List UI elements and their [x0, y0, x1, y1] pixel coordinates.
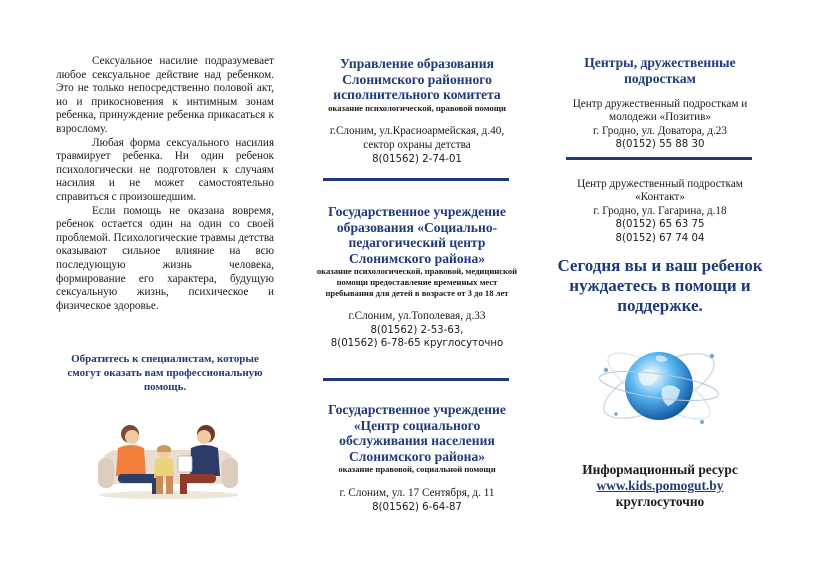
org-education-department [314, 56, 520, 166]
org1-title: Управление образования Слонимского районного исполнительного комитета [333, 56, 501, 103]
org3-phone: 8(01562) 6-64-87 [372, 501, 462, 513]
paragraph-definition: Сексуальное насилие подразумевает любое сексуальное действие над ребенком. Это не только непосредственно половой акт, но и прикосновения к интимным зонам ребенка, принуждение ребенка прикасаться к взрослому. [56, 55, 274, 135]
teen-centers-title: Центры, дружественные подросткам [584, 55, 736, 86]
info-hours: круглосуточно [615, 494, 705, 509]
paragraph-consequences: Если помощь не оказана вовремя, ребенок остается один на один со своей проблемой. Психологические травмы детства оказывают сильное влияние на всю последующую жизнь человека, формирование его характера, будущую сексуальную жизнь, психическое и физическое здоровье. [56, 204, 274, 312]
call-to-action: Обратитесь к специалистам, которые смогут оказать вам профессиональную помощь. [67, 353, 263, 393]
website-link[interactable]: www.kids.pomogut.by [596, 478, 724, 493]
article-text [56, 55, 274, 313]
divider [566, 157, 752, 160]
family-illustration [94, 412, 244, 500]
org2-subtitle: оказание психологической, правовой, медицинской помощи предоставление временных мест пребывания для детей в возрасте от 3 до 18 лет [316, 266, 518, 298]
info-resource [554, 462, 766, 510]
org-social-service-center [314, 402, 520, 514]
globe-icon [594, 326, 724, 446]
divider [323, 178, 509, 181]
org2-phone-1: 8(01562) 2-53-63, [370, 324, 464, 336]
right-panel [554, 0, 766, 585]
org3-address: г. Слоним, ул. 17 Сентября, д. 11 [339, 486, 495, 499]
center2-phone-1: 8(0152) 65 63 75 [615, 219, 705, 231]
org1-subtitle: оказание психологической, правовой помощи [328, 102, 506, 113]
org3-subtitle: оказание правовой, социальной помощи [338, 464, 496, 475]
center2-phone-2: 8(0152) 67 74 04 [615, 232, 705, 244]
center-positive [554, 98, 766, 152]
paragraph-trauma: Любая форма сексуального насилия травмирует ребенка. Ни один ребенок психологически не подготовлен к случаям насилия и не может самостоятельно справиться с произошедшим. [56, 136, 274, 203]
org1-phone: 8(01562) 2-74-01 [372, 153, 462, 165]
org3-title: Государственное учреждение «Центр социального обслуживания населения Слонимского района» [328, 402, 506, 464]
org2-phone-2: 8(01562) 6-78-65 круглосуточно [330, 338, 504, 350]
org2-address: г.Слоним, ул.Тополевая, д.33 [348, 310, 486, 323]
left-panel [56, 0, 274, 585]
center2-address: г. Гродно, ул. Гагарина, д.18 [593, 204, 727, 217]
center-contact [554, 178, 766, 245]
center1-phone: 8(0152) 55 88 30 [615, 139, 705, 151]
center2-name: Центр дружественный подросткам «Контакт» [577, 178, 743, 204]
slogan: Сегодня вы и ваш ребенок нуждаетесь в помощи и поддержке. [557, 256, 763, 315]
org2-title: Государственное учреждение образования «Социально-педагогический центр Слонимского района» [328, 204, 506, 266]
org-social-pedagogical-center [314, 204, 520, 351]
middle-panel [314, 0, 520, 585]
info-label: Информационный ресурс [582, 462, 738, 477]
org1-address: г.Слоним, ул.Красноармейская, д.40, сектор охраны детства [329, 125, 505, 151]
center1-name: Центр дружественный подросткам и молодежи «Позитив» [572, 98, 748, 124]
divider [323, 378, 509, 381]
center1-address: г. Гродно, ул. Доватора, д.23 [593, 124, 727, 137]
